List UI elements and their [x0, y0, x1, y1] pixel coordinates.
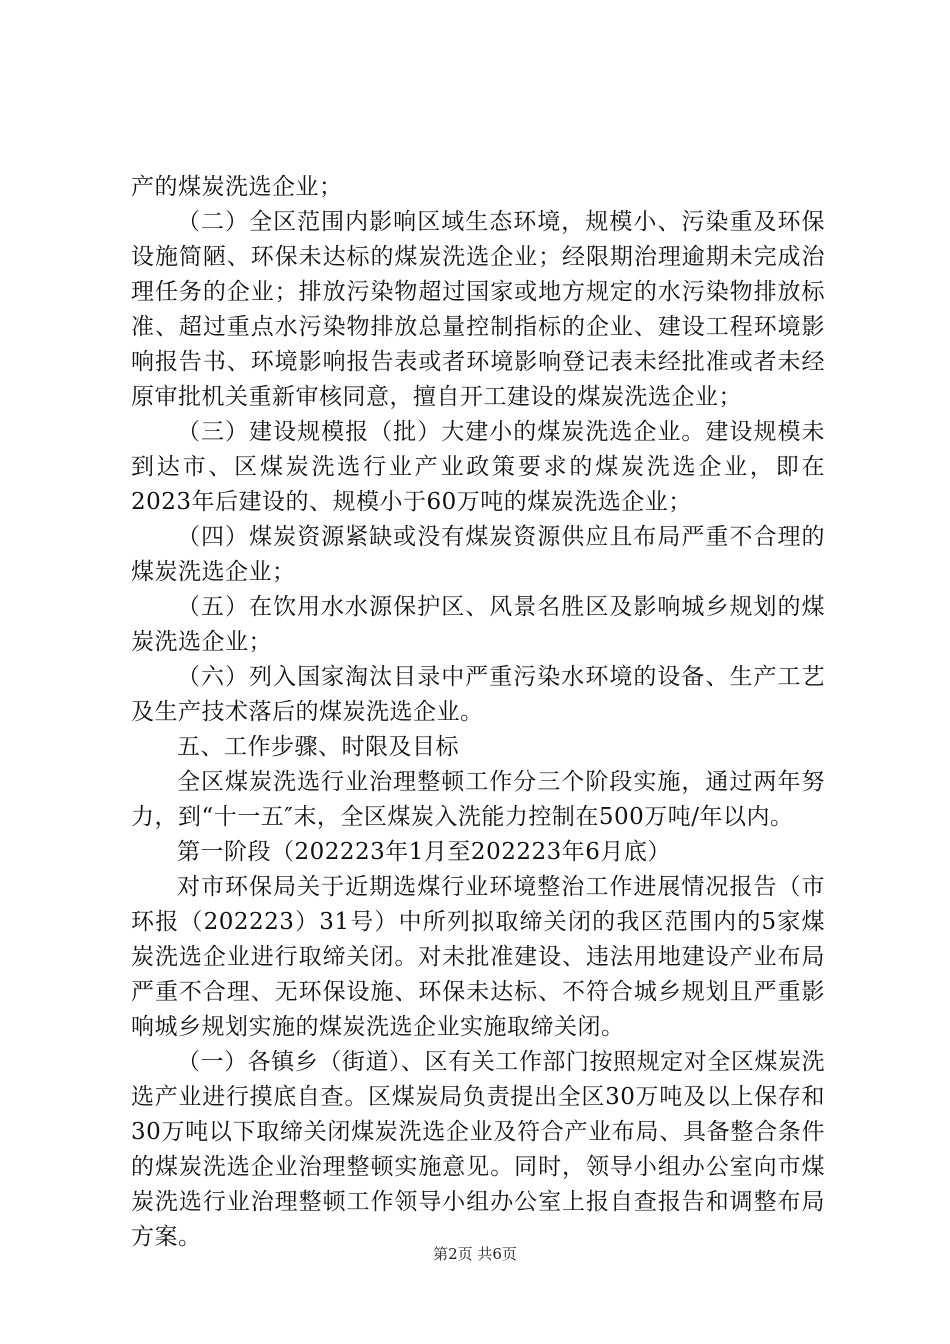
paragraph-item-6: （六）列入国家淘汰目录中严重污染水环境的设备、生产工艺及生产技术落后的煤炭洗选企业。 [131, 664, 825, 725]
paragraph-phase-one-item-1: （一）各镇乡（街道）、区有关工作部门按照规定对全区煤炭洗选产业进行摸底自查。区煤炭局负责提出全区30万吨及以上保存和30万吨以下取缔关闭煤炭洗选企业及符合产业布局、具备整合条件的煤炭洗选企业治理整顿实施意见。同时，领导小组办公室向市煤炭洗选行业治理整顿工作领导小组办公室上报自查报告和调整布局方案。 [131, 1049, 825, 1250]
section-heading: 五、工作步骤、时限及目标 [177, 734, 459, 760]
paragraph-continuation: 产的煤炭洗选企业； [131, 174, 343, 200]
paragraph-phase-one: 对市环保局关于近期选煤行业环境整治工作进展情况报告（市环报（202223）31号）中所列拟取缔关闭的我区范围内的5家煤炭洗选企业进行取缔关闭。对未批准建设、违法用地建设产业布局严重不合理、无环保设施、环保未达标、不符合城乡规划且严重影响城乡规划实施的煤炭洗选企业实施取缔关闭。 [131, 874, 825, 1040]
paragraph-item-3: （三）建设规模报（批）大建小的煤炭洗选企业。建设规模未到达市、区煤炭洗选行业产业政策要求的煤炭洗选企业，即在2023年后建设的、规模小于60万吨的煤炭洗选企业； [131, 419, 825, 515]
paragraph-item-4: （四）煤炭资源紧缺或没有煤炭资源供应且布局严重不合理的煤炭洗选企业； [131, 524, 825, 585]
page-number-footer: 第2页 共6页 [433, 1245, 517, 1263]
paragraph-item-5: （五）在饮用水水源保护区、风景名胜区及影响城乡规划的煤炭洗选企业； [131, 594, 825, 655]
paragraph-item-2: （二）全区范围内影响区域生态环境，规模小、污染重及环保设施简陋、环保未达标的煤炭洗选企业；经限期治理逾期未完成治理任务的企业；排放污染物超过国家或地方规定的水污染物排放标准、超过重点水污染物排放总量控制指标的企业、建设工程环境影响报告书、环境影响报告表或者环境影响登记表未经批准或者未经原审批机关重新审核同意，擅自开工建设的煤炭洗选企业； [131, 209, 825, 410]
phase-heading: 第一阶段（202223年1月至202223年6月底） [177, 839, 671, 865]
document-body [131, 170, 825, 1255]
paragraph-overview: 全区煤炭洗选行业治理整顿工作分三个阶段实施，通过两年努力，到“十一五″末，全区煤炭入洗能力控制在500万吨/年以内。 [131, 769, 825, 830]
